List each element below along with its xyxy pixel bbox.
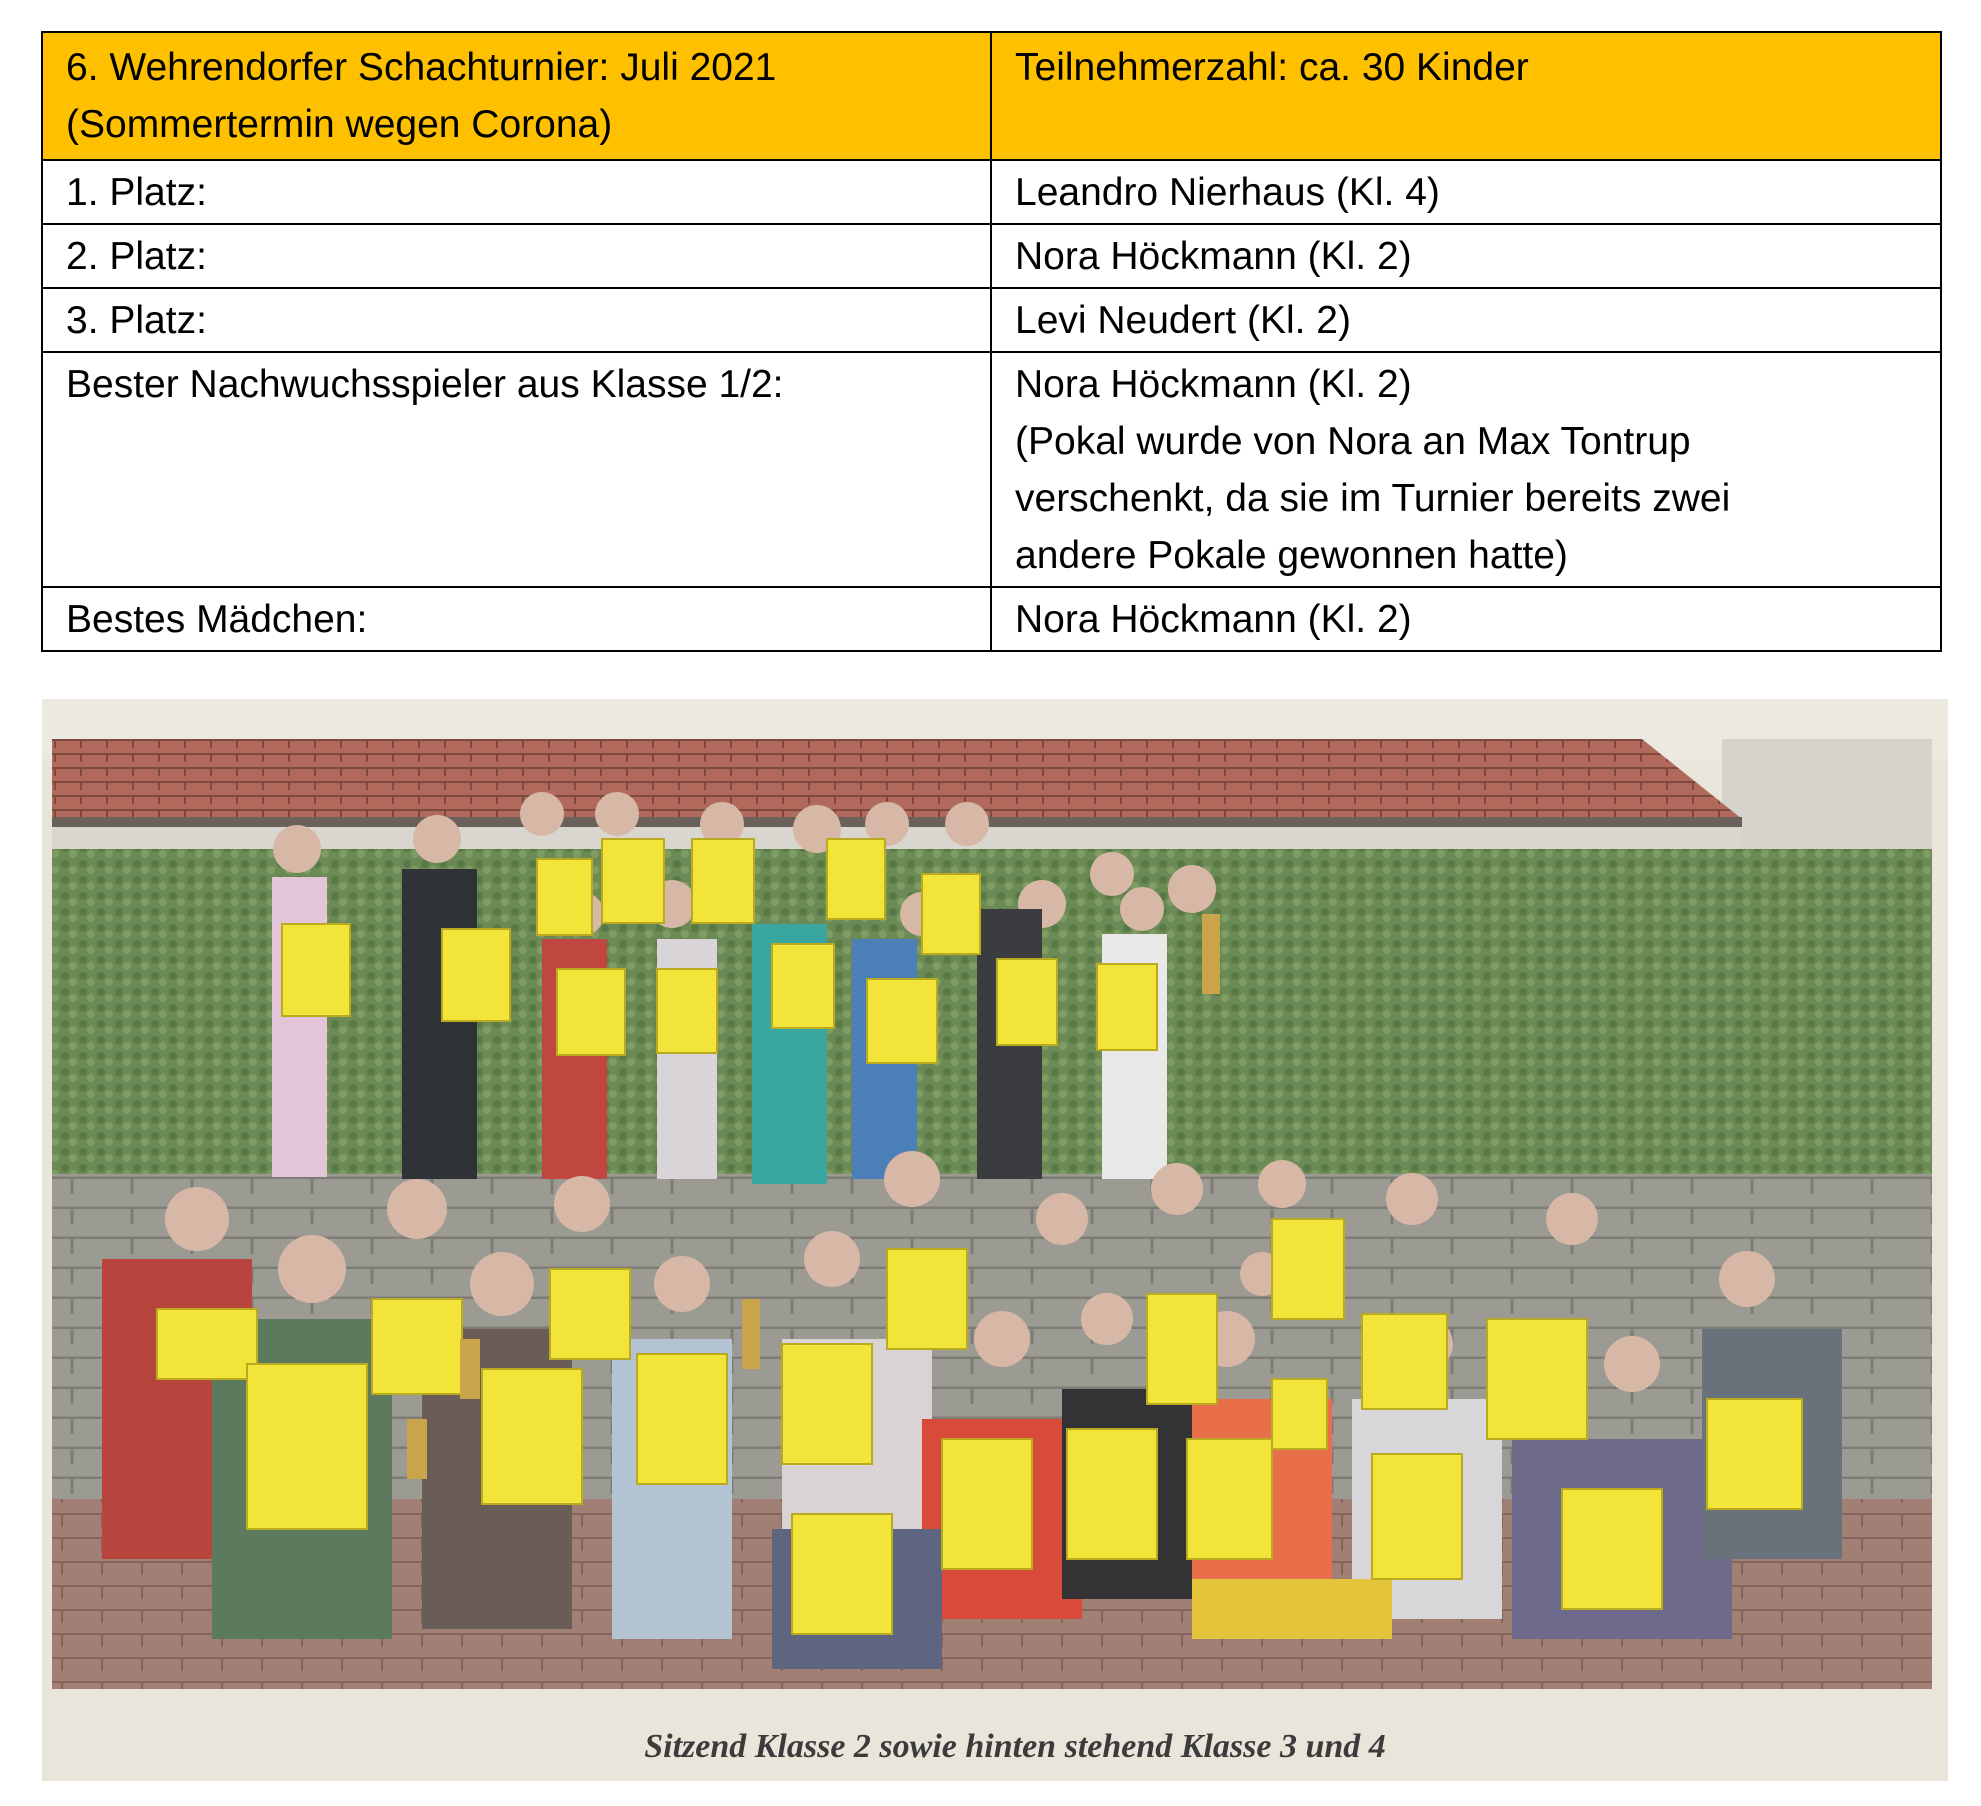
- group-photo: [42, 699, 1948, 1781]
- tournament-subtitle: (Sommertermin wegen Corona): [66, 103, 613, 146]
- winner-name: Nora Höckmann (Kl. 2): [1015, 598, 1412, 641]
- row-value: [991, 288, 1941, 352]
- group-photo-illustration: [42, 699, 1948, 1781]
- tournament-title-cell: [42, 32, 991, 160]
- winner-name: Levi Neudert (Kl. 2): [1015, 299, 1351, 342]
- table-row: [42, 352, 1941, 587]
- table-header-row: [42, 32, 1941, 160]
- table-row: [42, 288, 1941, 352]
- table-row: [42, 587, 1941, 651]
- row-label: Bester Nachwuchsspieler aus Klasse 1/2:: [42, 352, 991, 587]
- row-label: 1. Platz:: [42, 160, 991, 224]
- row-value: [991, 224, 1941, 288]
- note-line: (Pokal wurde von Nora an Max Tontrup: [1015, 420, 1691, 463]
- row-value: [991, 587, 1941, 651]
- winner-name: Nora Höckmann (Kl. 2): [1015, 235, 1412, 278]
- table-row: [42, 224, 1941, 288]
- row-value: [991, 352, 1941, 587]
- row-label: Bestes Mädchen:: [42, 587, 991, 651]
- row-value: [991, 160, 1941, 224]
- participant-count-cell: [991, 32, 1941, 160]
- photo-caption: Sitzend Klasse 2 sowie hinten stehend Klasse 3 und 4: [644, 1728, 1386, 1765]
- participant-count: Teilnehmerzahl: ca. 30 Kinder: [1015, 46, 1529, 89]
- tournament-results-table: [41, 31, 1942, 652]
- note-line: andere Pokale gewonnen hatte): [1015, 534, 1568, 577]
- row-label: 2. Platz:: [42, 224, 991, 288]
- winner-name: Leandro Nierhaus (Kl. 4): [1015, 171, 1440, 214]
- row-label: 3. Platz:: [42, 288, 991, 352]
- note-line: verschenkt, da sie im Turnier bereits zwei: [1015, 477, 1731, 520]
- winner-name: Nora Höckmann (Kl. 2): [1015, 363, 1412, 406]
- table-row: [42, 160, 1941, 224]
- tournament-title: 6. Wehrendorfer Schachturnier: Juli 2021: [66, 46, 777, 89]
